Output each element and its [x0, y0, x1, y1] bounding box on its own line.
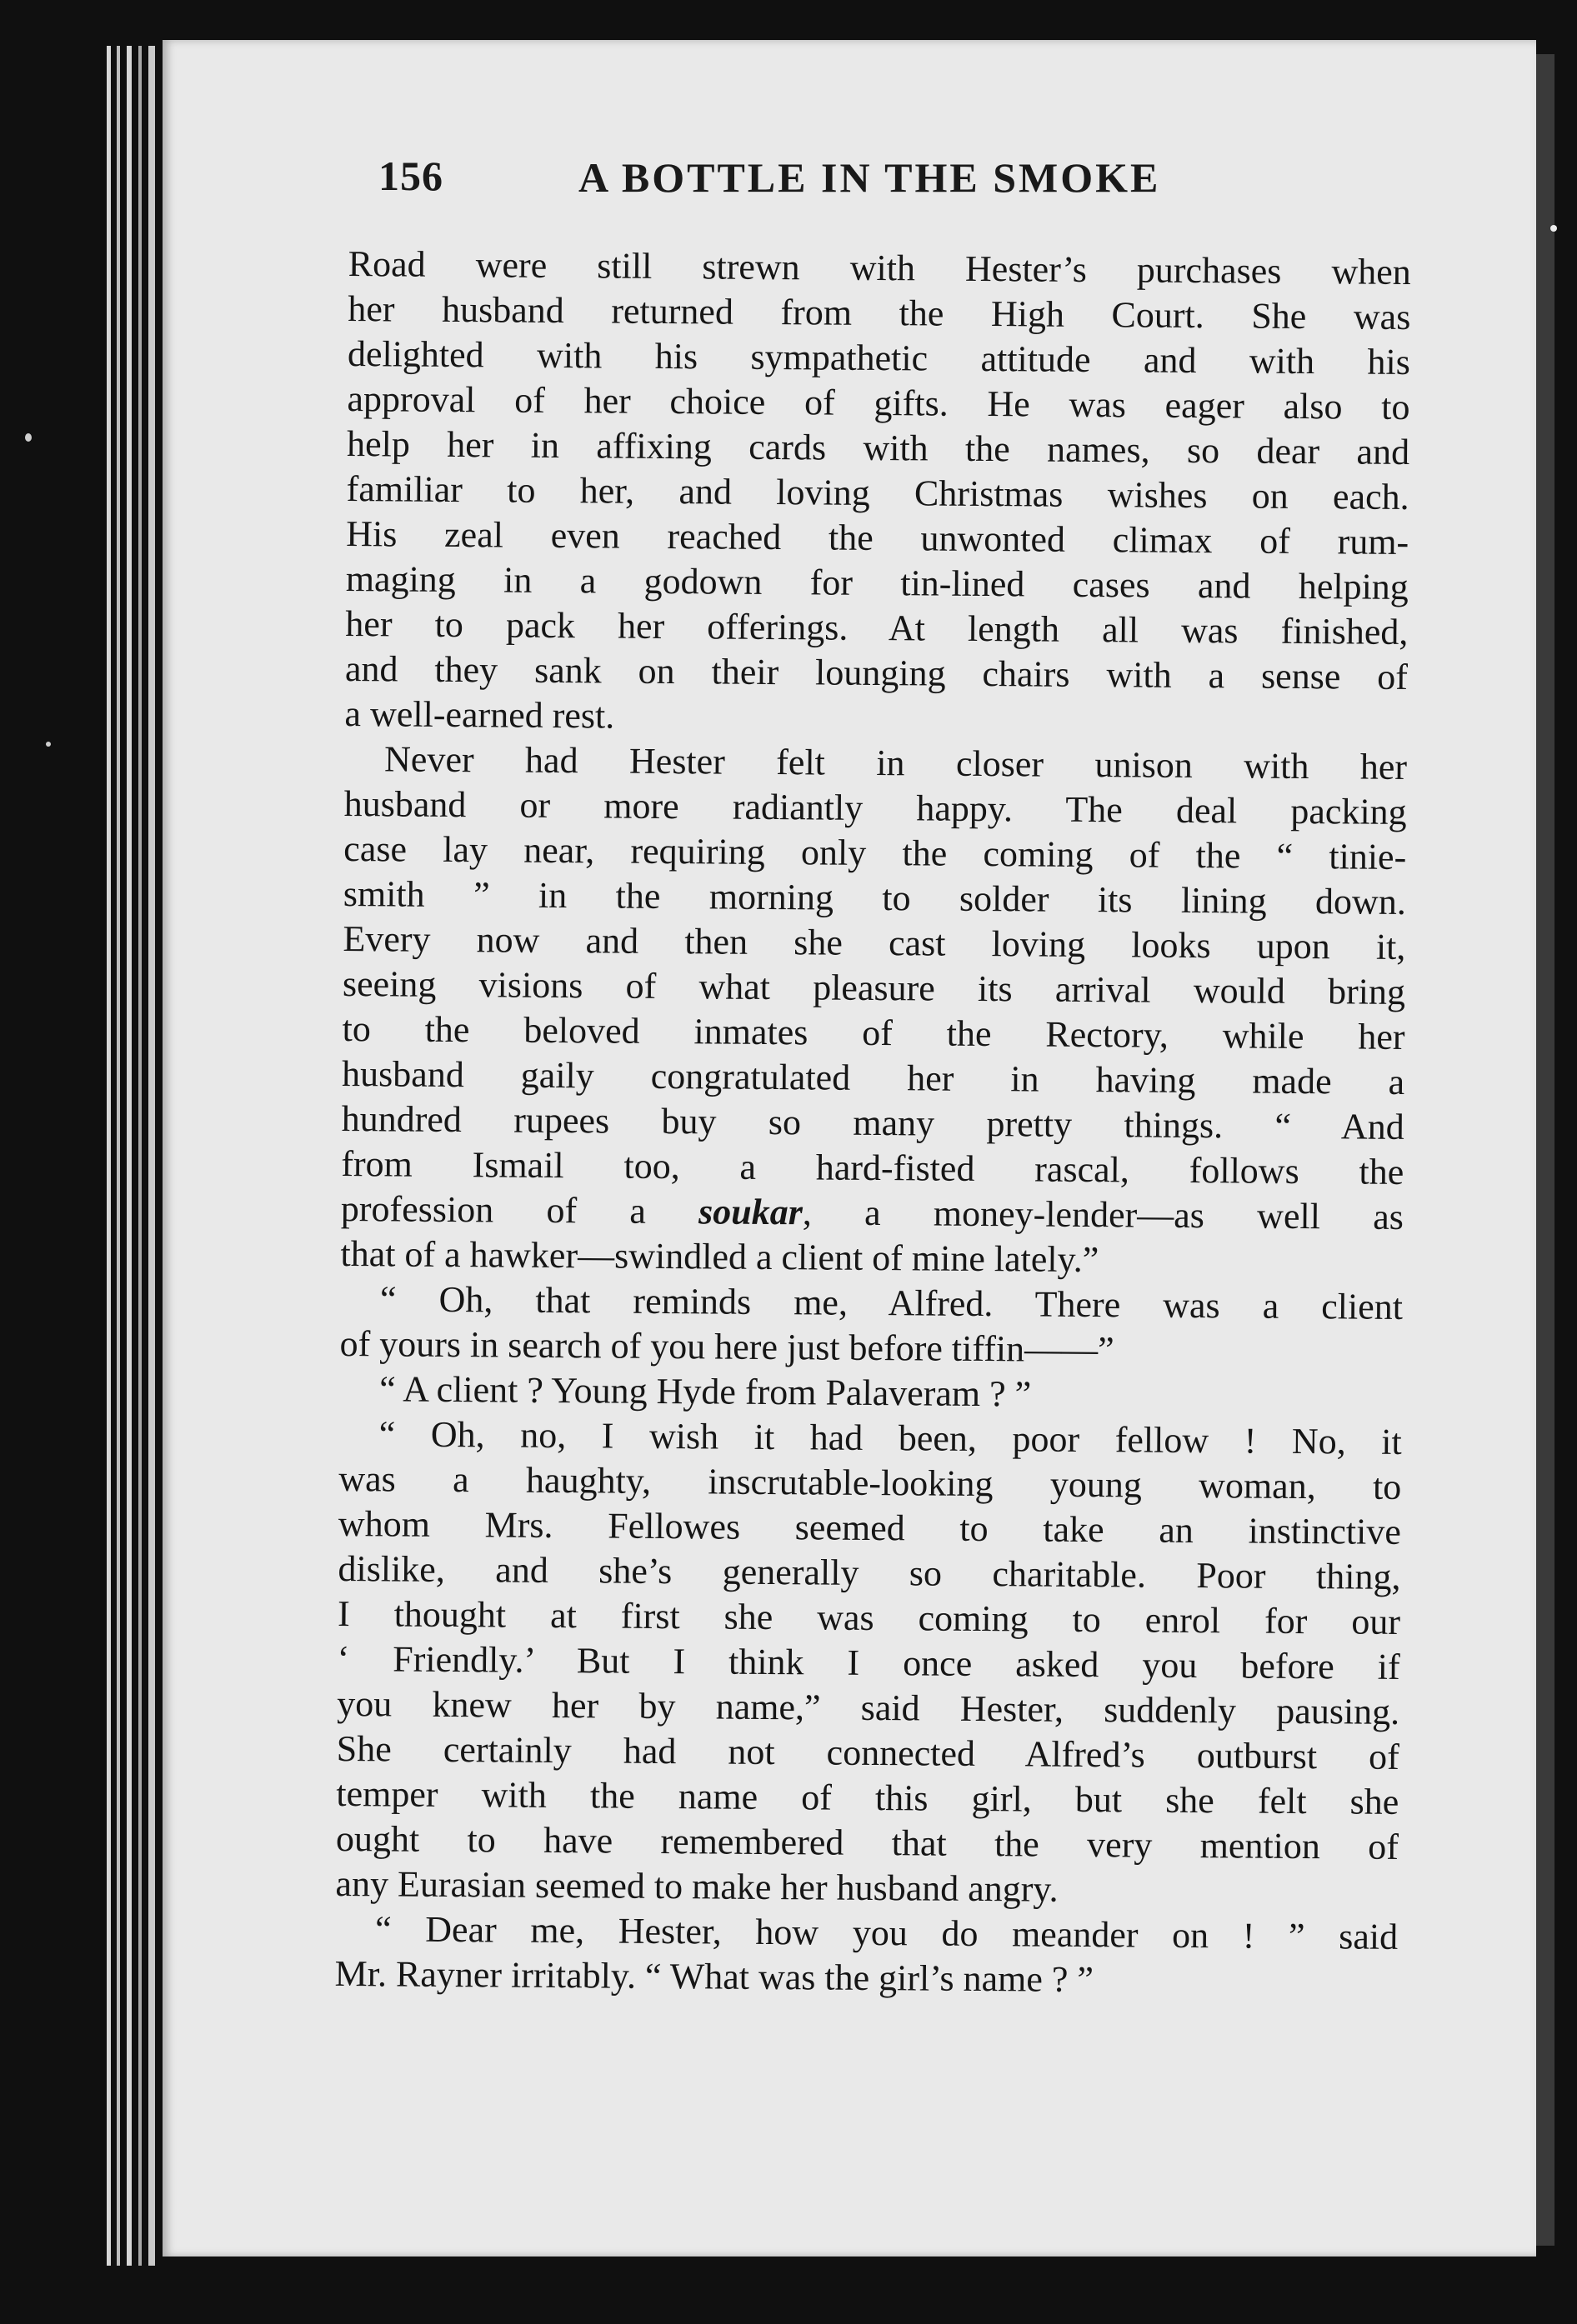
text-line: ought to have remembered that the very mention of	[335, 1817, 1399, 1867]
text-line: any Eurasian seemed to make her husband angry.	[335, 1862, 1059, 1910]
text-line: you knew her by name,” said Hester, suddenly pausing.	[337, 1682, 1400, 1732]
text-line: maging in a godown for tin-lined cases and helping	[345, 557, 1409, 608]
text-line: temper with the name of this girl, but she felt she	[336, 1772, 1399, 1822]
text-line: her to pack her offerings. At length all was finished,	[345, 602, 1409, 652]
text-line: help her in affixing cards with the names, so dear and	[346, 422, 1410, 473]
text-line: ‘ Friendly.’ But I think I once asked you before if	[337, 1637, 1400, 1687]
text-line: whom Mrs. Fellowes seemed to take an instinctive	[338, 1502, 1402, 1552]
text-line: approval of her choice of gifts. He was eager also to	[347, 377, 1410, 428]
text-line: Never had Hester felt in closer unison with her	[383, 738, 1408, 787]
text-line: seeing visions of what pleasure its arrival would bring	[342, 962, 1406, 1012]
text-line: familiar to her, and loving Christmas wishes on each.	[346, 467, 1409, 518]
body-text	[334, 242, 1411, 2005]
text-line: His zeal even reached the unwonted climax of rum-	[346, 512, 1409, 563]
text-line: and they sank on their lounging chairs with a sense of	[344, 647, 1409, 697]
binding-edge	[107, 46, 111, 2266]
paragraph	[344, 242, 1411, 745]
text-line: husband or more radiantly happy. The deal packing	[343, 782, 1407, 832]
paragraph	[334, 1907, 1398, 2005]
italic-word: soukar	[698, 1191, 804, 1233]
text-line: to the beloved inmates of the Rectory, while her	[342, 1007, 1405, 1057]
page-right-edge	[1536, 54, 1554, 2246]
running-title: A BOTTLE IN THE SMOKE	[578, 154, 1161, 201]
text-line: She certainly had not connected Alfred’s outburst of	[336, 1727, 1399, 1777]
page-header	[378, 152, 1229, 210]
binding-edge	[127, 46, 132, 2266]
text-line: smith ” in the morning to solder its lining down.	[343, 872, 1407, 922]
text-segment: profession of a	[340, 1187, 699, 1232]
paragraph	[339, 1367, 1402, 1420]
text-line: “ Oh, no, I wish it had been, poor fellow ! No, it	[378, 1413, 1402, 1462]
paragraph	[339, 1277, 1403, 1375]
text-line: hundred rupees buy so many pretty things. “ And	[341, 1097, 1404, 1147]
text-line: “ Oh, that reminds me, Alfred. There was a client	[379, 1278, 1404, 1327]
scan-speck	[46, 742, 51, 747]
text-line: Mr. Rayner irritably. “ What was the girl’s name ? ”	[334, 1952, 1094, 2001]
paragraph	[340, 737, 1407, 1285]
text-segment: , a money-lender—as well as	[802, 1192, 1404, 1237]
text-line: dislike, and she’s generally so charitable. Poor thing,	[338, 1547, 1401, 1597]
text-line: case lay near, requiring only the coming of the “ tinie-	[343, 827, 1407, 877]
text-line: “ Dear me, Hester, how you do meander on ! ” said	[374, 1908, 1399, 1957]
text-line: from Ismail too, a hard-fisted rascal, follows the	[341, 1142, 1404, 1192]
text-line: delighted with his sympathetic attitude and with his	[347, 332, 1411, 383]
binding-edge	[117, 46, 120, 2266]
scan-speck	[25, 433, 32, 442]
text-line: a well-earned rest.	[344, 692, 615, 737]
scan-speck	[1550, 225, 1557, 232]
text-line: Every now and then she cast loving looks upon it,	[343, 917, 1406, 967]
paragraph	[335, 1412, 1402, 1915]
text-line: that of a hawker—swindled a client of mine lately.”	[340, 1232, 1099, 1281]
text-line: of yours in search of you here just before tiffin——”	[339, 1322, 1114, 1371]
text-line: was a haughty, inscrutable-looking young woman, to	[338, 1457, 1402, 1507]
text-line: I thought at first she was coming to enrol for our	[337, 1592, 1401, 1642]
binding-edge	[148, 46, 155, 2266]
text-line: her husband returned from the High Court. She was	[348, 287, 1411, 338]
binding-edge	[138, 46, 142, 2266]
text-line: husband gaily congratulated her in having made a	[341, 1052, 1405, 1102]
page-number: 156	[378, 152, 443, 199]
text-line: Road were still strewn with Hester’s purchases when	[348, 242, 1411, 293]
text-line	[341, 1187, 1404, 1240]
text-line: “ A client ? Young Hyde from Palaveram ? ”	[378, 1368, 1032, 1415]
